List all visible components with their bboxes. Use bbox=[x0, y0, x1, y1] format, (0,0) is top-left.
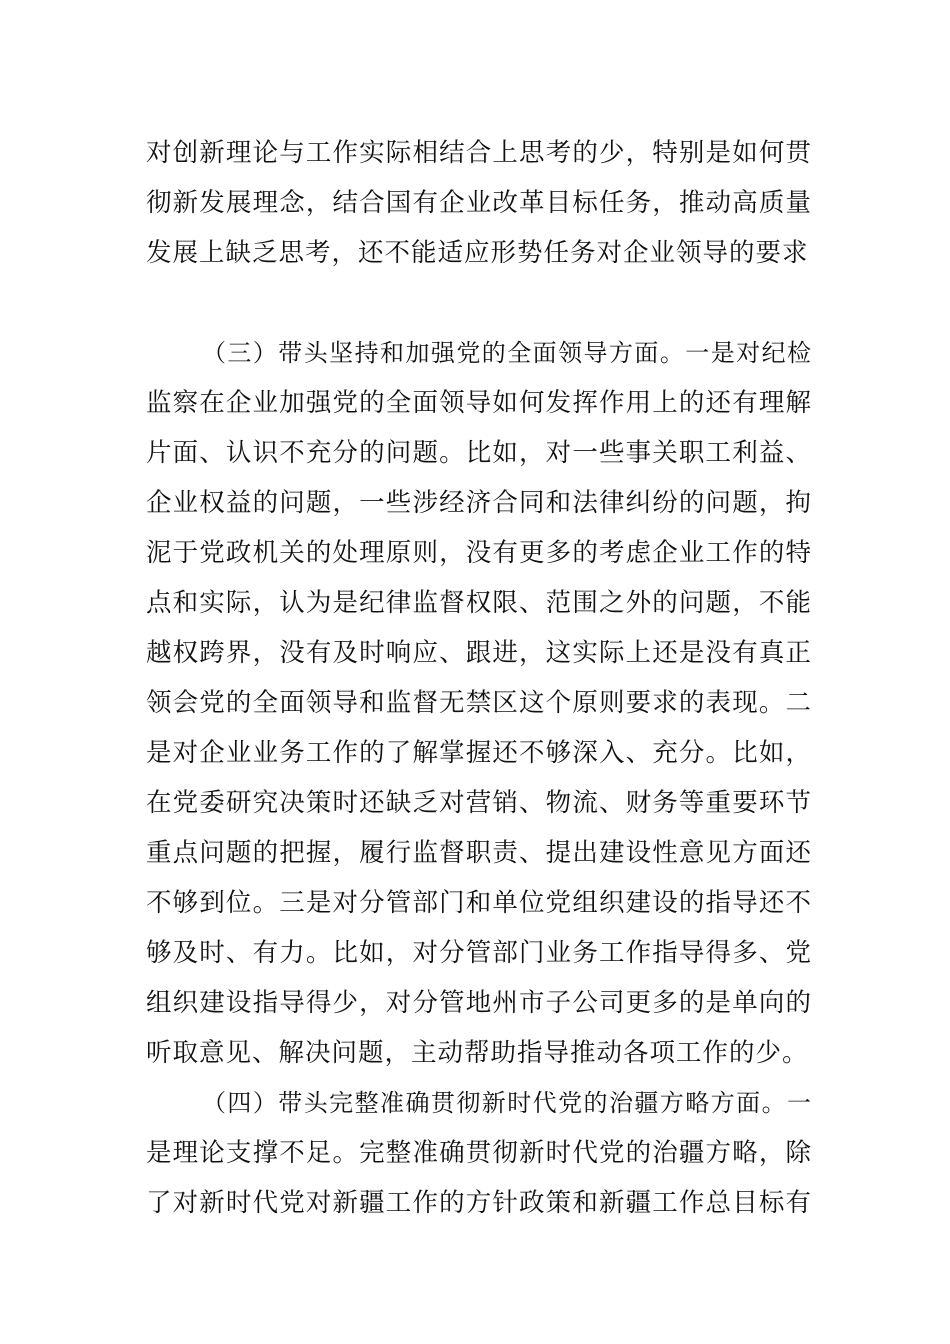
text-line: 不够到位。三是对分管部门和单位党组织建设的指导还不 bbox=[146, 888, 812, 918]
text-line: 是对企业业务工作的了解掌握还不够深入、充分。比如， bbox=[146, 738, 812, 768]
text-line: 是理论支撑不足。完整准确贯彻新时代党的治疆方略，除 bbox=[146, 1138, 812, 1168]
paragraph-3-section-four bbox=[146, 1078, 812, 1228]
text-line: 组织建设指导得少，对分管地州市子公司更多的是单向的 bbox=[146, 988, 812, 1018]
text-line: 越权跨界，没有及时响应、跟进，这实际上还是没有真正 bbox=[146, 638, 812, 668]
text-line: 够及时、有力。比如，对分管部门业务工作指导得多、党 bbox=[146, 938, 812, 968]
paragraph-1 bbox=[146, 128, 812, 278]
text-line: 片面、认识不充分的问题。比如，对一些事关职工利益、 bbox=[146, 438, 812, 468]
text-line: 企业权益的问题，一些涉经济合同和法律纠纷的问题，拘 bbox=[146, 488, 812, 518]
text-line: 对创新理论与工作实际相结合上思考的少，特别是如何贯 bbox=[146, 138, 812, 168]
text-line: 重点问题的把握，履行监督职责、提出建设性意见方面还 bbox=[146, 838, 812, 868]
text-line: 监察在企业加强党的全面领导如何发挥作用上的还有理解 bbox=[146, 388, 812, 418]
text-line: 点和实际，认为是纪律监督权限、范围之外的问题，不能 bbox=[146, 588, 812, 618]
text-line: 了对新时代党对新疆工作的方针政策和新疆工作总目标有 bbox=[146, 1188, 812, 1218]
text-line: （四）带头完整准确贯彻新时代党的治疆方略方面。一 bbox=[202, 1089, 812, 1117]
text-line: 彻新发展理念，结合国有企业改革目标任务，推动高质量 bbox=[146, 188, 812, 218]
text-line: 听取意见、解决问题，主动帮助指导推动各项工作的少。 bbox=[146, 1038, 809, 1068]
paragraph-2-section-three bbox=[146, 328, 812, 1078]
text-line: 泥于党政机关的处理原则，没有更多的考虑企业工作的特 bbox=[146, 538, 812, 568]
text-line: 在党委研究决策时还缺乏对营销、物流、财务等重要环节 bbox=[146, 788, 812, 818]
text-line: 领会党的全面领导和监督无禁区这个原则要求的表现。二 bbox=[146, 688, 812, 718]
text-line: （三）带头坚持和加强党的全面领导方面。一是对纪检 bbox=[202, 339, 812, 367]
text-line: 发展上缺乏思考，还不能适应形势任务对企业领导的要求 bbox=[146, 238, 809, 268]
